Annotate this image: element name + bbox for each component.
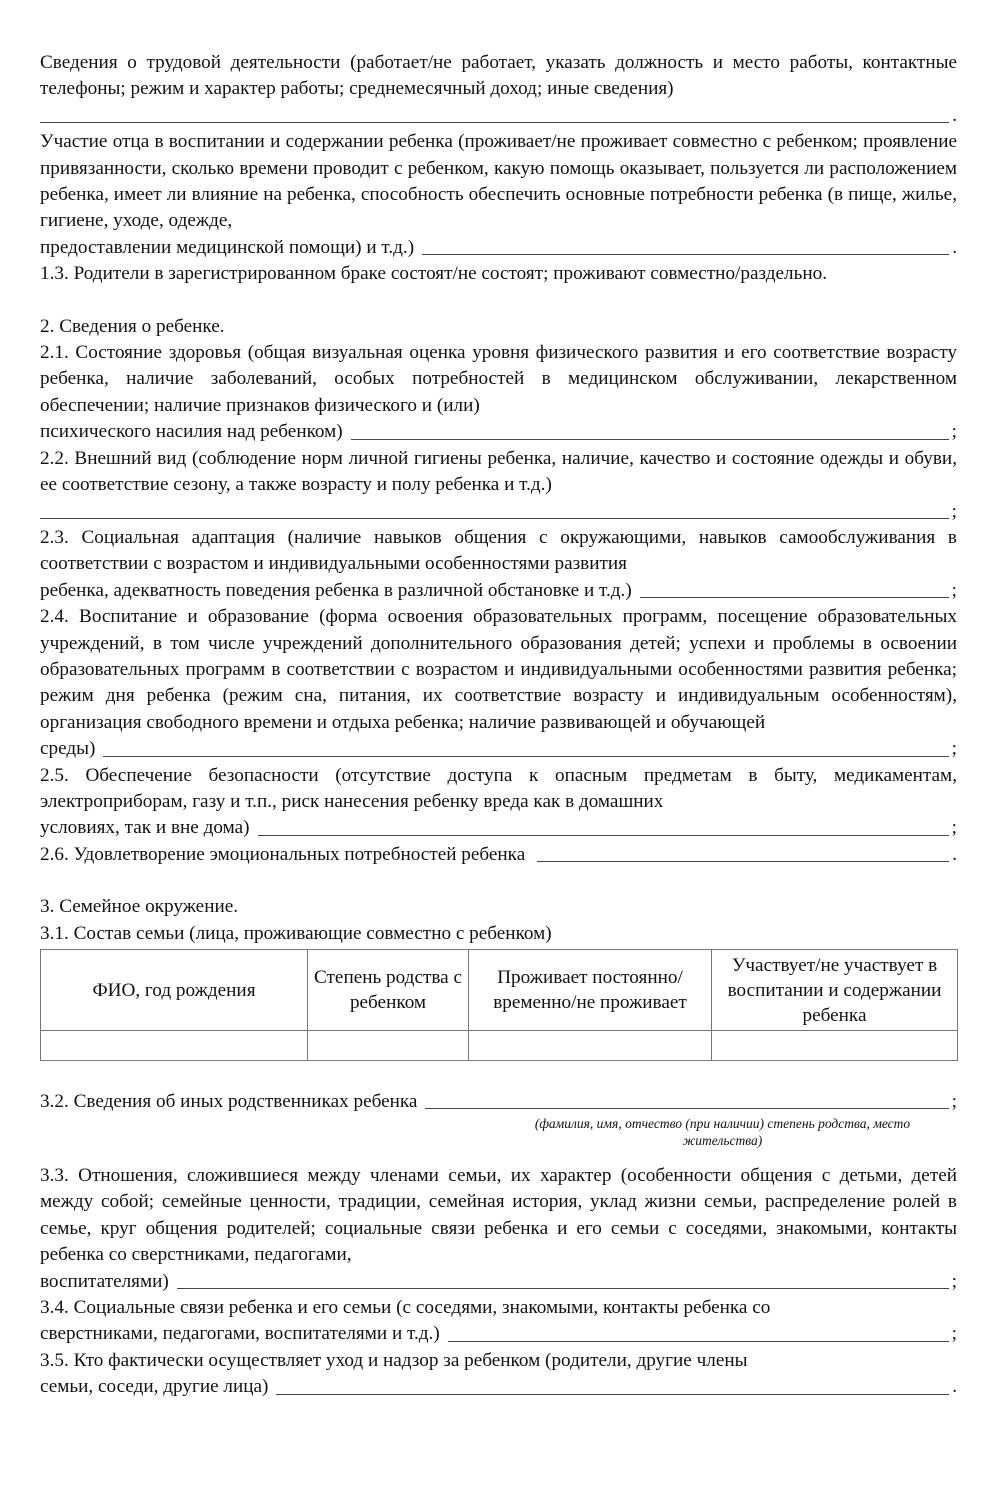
item-3-2-fill-line: 3.2. Сведения об иных родственниках ребенка ; — [40, 1089, 957, 1115]
section-2-title: 2. Сведения о ребенке. — [40, 315, 225, 337]
table-header-fio: ФИО, год рождения — [41, 950, 308, 1031]
table-row — [41, 1031, 958, 1061]
father-fill-line: предоставлении медицинской помощи) и т.д.) . — [40, 236, 957, 258]
item-3-3: 3.3. Отношения, сложившиеся между членами семьи, их характер (особенности общения с детьми, детей между собой; семейные ценности, традиции, семейная история, уклад жизни семьи, распределение ролей в семье, круг общения родителей; социальные связи ребенка и его семьи с соседями, знакомыми, контакты ребенка со сверстниками, педагогами, — [40, 1164, 957, 1266]
item-2-2-blank[interactable] — [40, 500, 949, 519]
item-3-5-fill-line: семьи, соседи, другие лица) . — [40, 1376, 957, 1398]
employment-fill-line: . — [40, 103, 957, 129]
item-2-3-fill-line: ребенка, адекватность поведения ребенка в различной обстановке и т.д.) ; — [40, 579, 957, 601]
father-blank[interactable] — [422, 236, 949, 255]
item-2-2: 2.2. Внешний вид (соблюдение норм личной гигиены ребенка, наличие, качество и состояние одежды и обуви, ее соответствие сезону, а также возрасту и полу ребенка и т.д.) — [40, 447, 957, 496]
table-header-residence: Проживает постоянно/ временно/не проживает — [469, 950, 712, 1031]
item-3-5: 3.5. Кто фактически осуществляет уход и надзор за ребенком (родители, другие члены — [40, 1349, 748, 1371]
item-2-1: 2.1. Состояние здоровья (общая визуальная оценка уровня физического развития и его соответствие возрасту ребенка, наличие заболеваний, особых потребностей в медицинском обслуживании, лекарственном обеспечении; наличие признаков физического и (или) — [40, 342, 957, 416]
table-cell-participation[interactable] — [712, 1031, 958, 1061]
item-2-2-fill-line: ; — [40, 499, 957, 525]
employment-paragraph: Сведения о трудовой деятельности (работает/не работает, указать должность и место работы, контактные телефоны; режим и характер работы; среднемесячный доход; иные сведения) — [40, 52, 957, 100]
item-3-1: 3.1. Состав семьи (лица, проживающие совместно с ребенком) — [40, 922, 552, 944]
item-2-1-blank[interactable] — [351, 421, 949, 440]
table-header-kinship: Степень родства с ребенком — [308, 950, 469, 1031]
item-3-4-blank[interactable] — [448, 1323, 949, 1342]
item-2-5: 2.5. Обеспечение безопасности (отсутствие доступа к опасным предметам в быту, медикаментам, электроприборам, газу и т.п., риск нанесения ребенку вреда как в домашних — [40, 764, 957, 812]
item-3-4-fill-line: сверстниками, педагогами, воспитателями и т.д.) ; — [40, 1323, 957, 1345]
item-2-6-fill-line: 2.6. Удовлетворение эмоциональных потребностей ребенка . — [40, 842, 957, 868]
family-composition-table — [40, 949, 958, 1061]
item-3-4: 3.4. Социальные связи ребенка и его семьи (с соседями, знакомыми, контакты ребенка со — [40, 1296, 771, 1318]
item-3-2-hint: (фамилия, имя, отчество (при наличии) степень родства, место жительства) — [534, 1116, 911, 1149]
item-2-4: 2.4. Воспитание и образование (форма освоения образовательных программ, посещение образовательных учреждений, в том числе учреждений дополнительного образования детей; успехи и проблемы в освоении образовательных программ в соответствии с возрастом и индивидуальными особенностями развития ребенка; режим дня ребенка (режим сна, питания, их соответствие возрасту и индивидуальным особенностям), организация свободного времени и отдыха ребенка; наличие развивающей и обучающей — [40, 606, 957, 733]
item-3-3-blank[interactable] — [177, 1270, 949, 1289]
document-page — [40, 50, 957, 1401]
section-3-title: 3. Семейное окружение. — [40, 896, 239, 918]
item-3-3-fill-line: воспитателями) ; — [40, 1270, 957, 1292]
item-2-3-blank[interactable] — [640, 579, 949, 598]
table-cell-residence[interactable] — [469, 1031, 712, 1061]
item-2-4-blank[interactable] — [103, 738, 948, 757]
item-2-5-fill-line: условиях, так и вне дома) ; — [40, 817, 957, 839]
item-3-2: 3.2. Сведения об иных родственниках ребенка — [40, 1091, 418, 1112]
employment-blank[interactable] — [40, 104, 949, 123]
item-2-6: 2.6. Удовлетворение эмоциональных потребностей ребенка — [40, 843, 526, 865]
item-2-6-blank[interactable] — [537, 843, 949, 862]
table-cell-kinship[interactable] — [308, 1031, 469, 1061]
table-header-row — [41, 950, 958, 1031]
item-3-5-blank[interactable] — [276, 1376, 949, 1395]
father-paragraph: Участие отца в воспитании и содержании ребенка (проживает/не проживает совместно с ребенком; проявление привязанности, сколько времени проводит с ребенком, какую помощь оказывает, пользуется ли расположением ребенка, имеет ли влияние на ребенка, способность обеспечить основные потребности ребенка (в пище, жилье, гигиене, уходе, одежде, — [40, 131, 957, 232]
item-2-1-fill-line: психического насилия над ребенком) ; — [40, 421, 957, 443]
item-1-3: 1.3. Родители в зарегистрированном браке состоят/не состоят; проживают совместно/раздельно. — [40, 263, 827, 285]
item-3-2-blank[interactable] — [425, 1090, 948, 1109]
table-header-participation: Участвует/не участвует в воспитании и содержании ребенка — [712, 950, 958, 1031]
item-2-4-fill-line: среды) ; — [40, 738, 957, 760]
table-cell-fio[interactable] — [41, 1031, 308, 1061]
item-2-5-blank[interactable] — [258, 817, 949, 836]
item-2-3: 2.3. Социальная адаптация (наличие навыков общения с окружающими, навыков самообслуживания в соответствии с возрастом и индивидуальными особенностями развития — [40, 526, 957, 575]
